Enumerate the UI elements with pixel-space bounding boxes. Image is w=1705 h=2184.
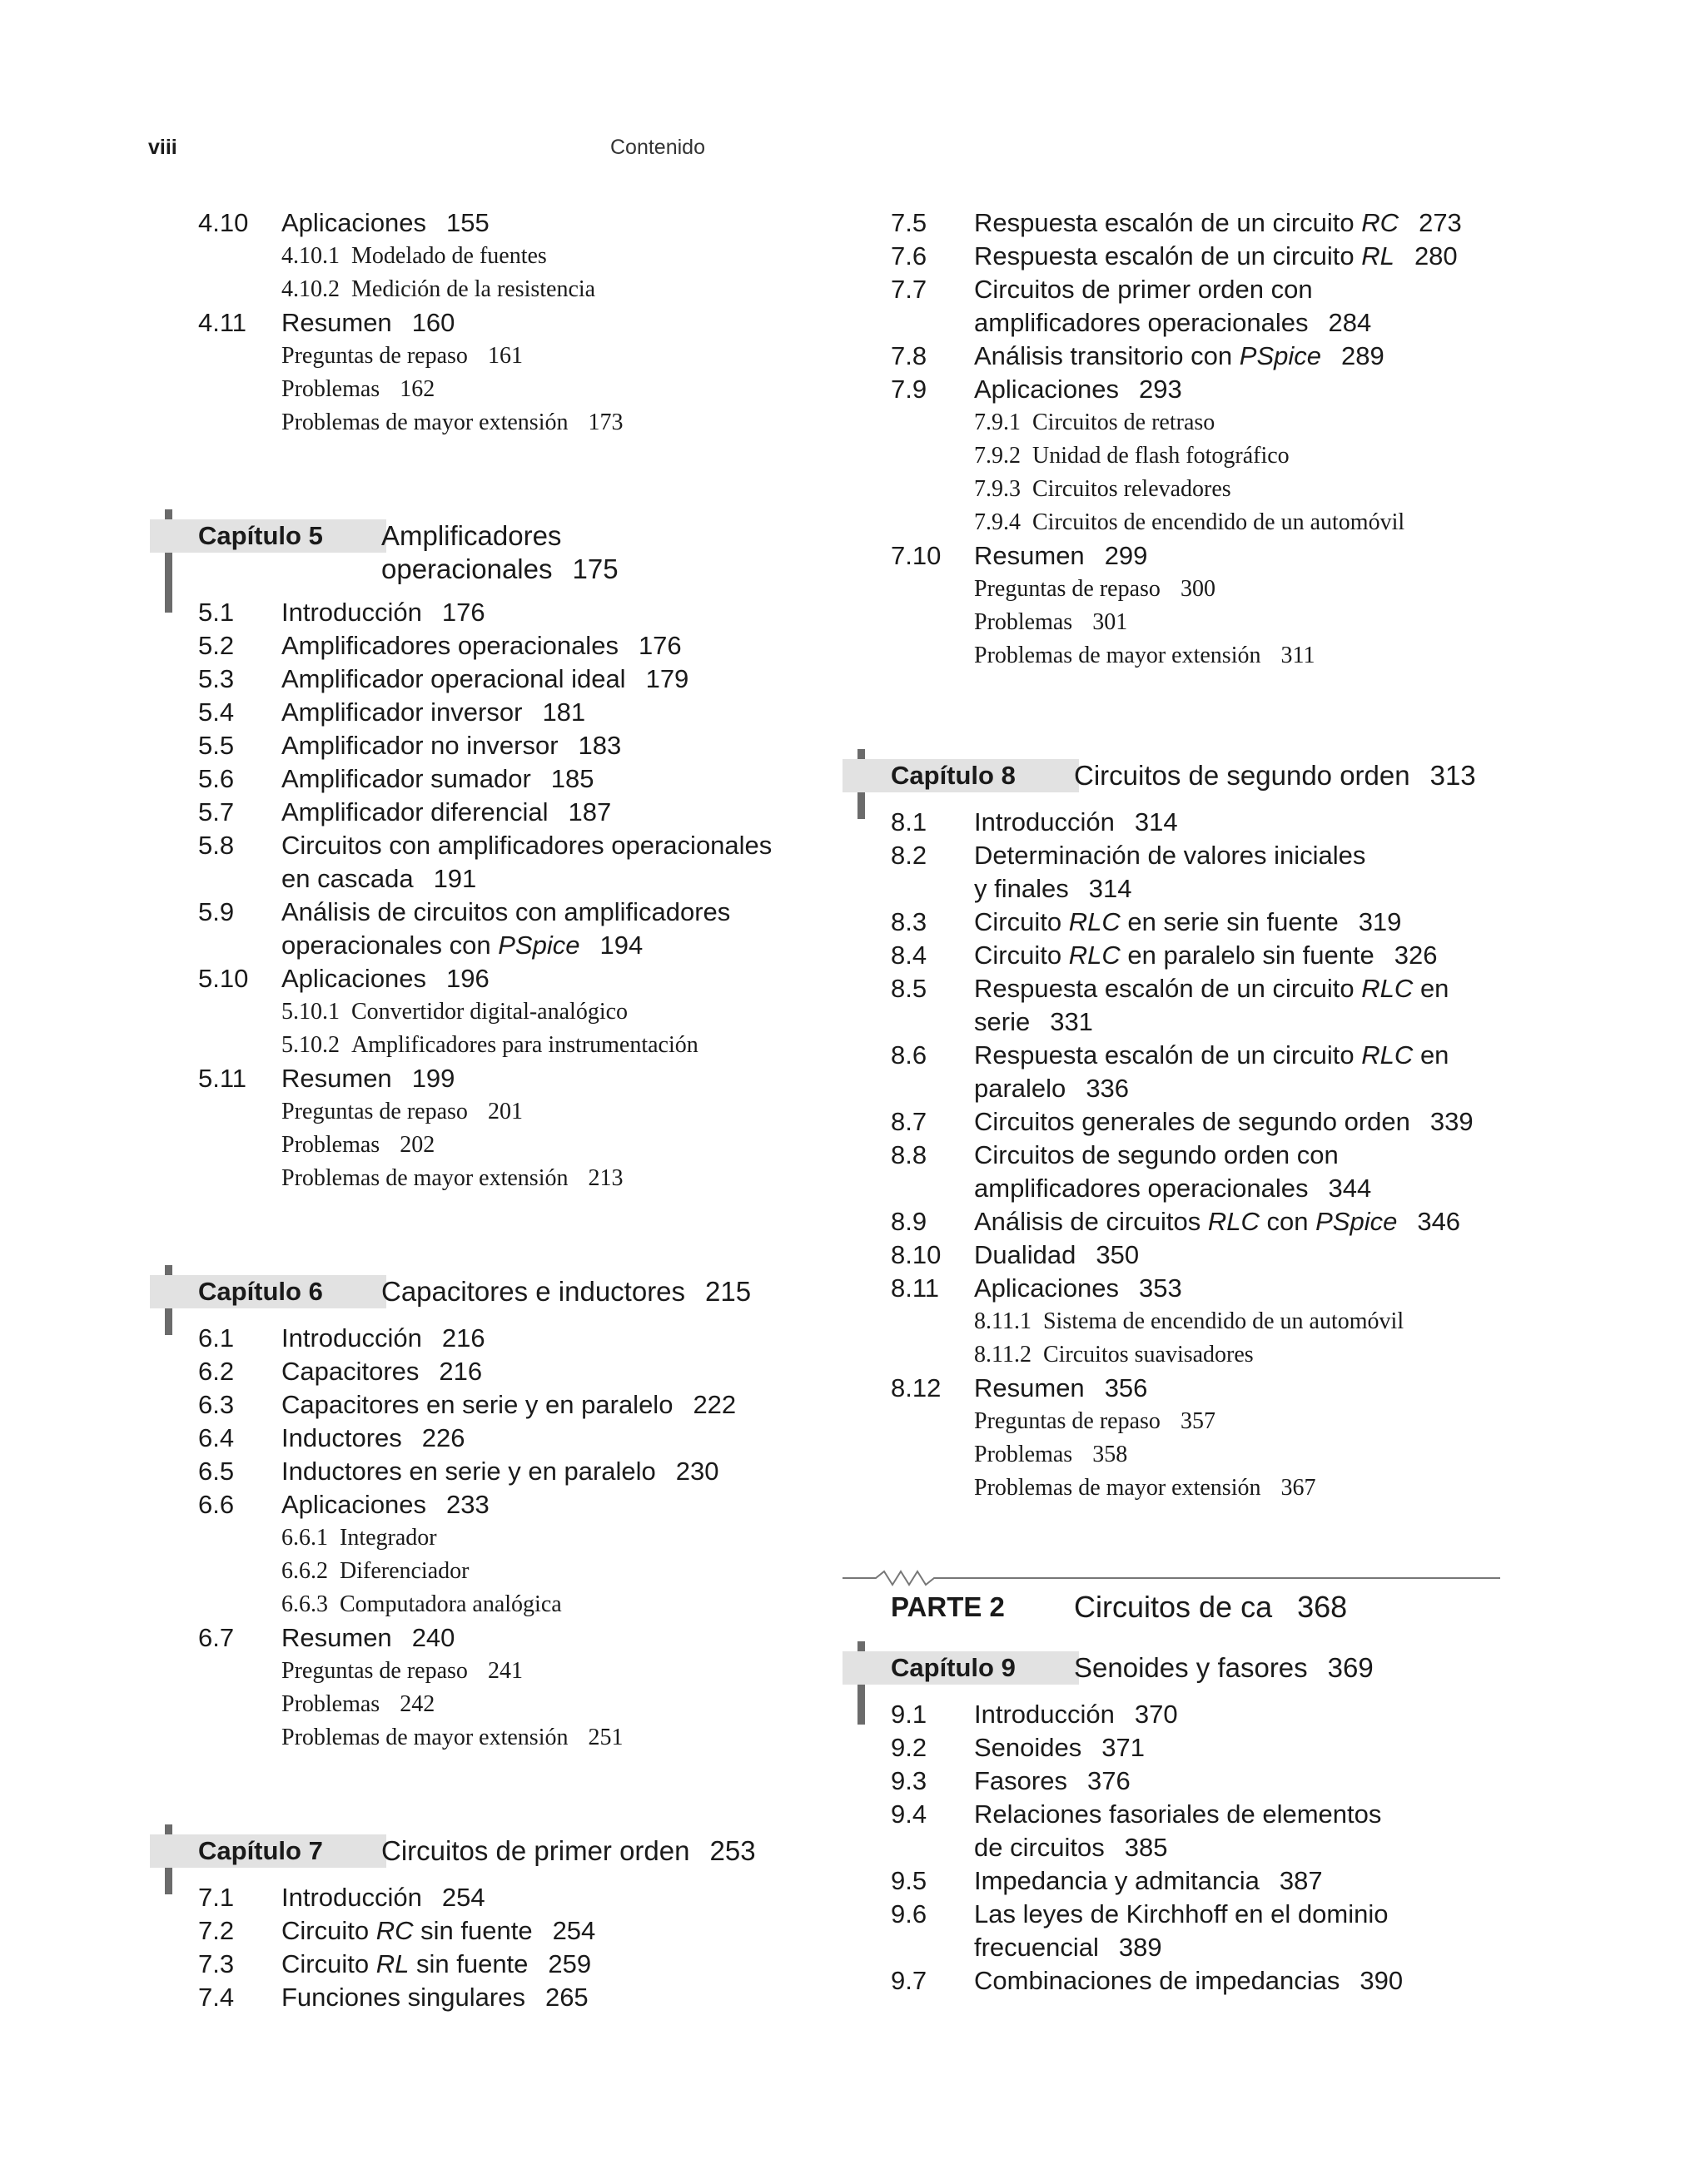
toc-entry[interactable]: 7.3 Circuito RL sin fuente 259 — [198, 1949, 592, 1978]
toc-entry[interactable]: 5.11 Resumen 199 — [198, 1064, 455, 1093]
toc-subentry[interactable]: 4.10.2 Medición de la resistencia — [281, 276, 596, 302]
chapter-title: Capacitores e inductores 215 — [381, 1276, 752, 1307]
part-zigzag-rule — [843, 1570, 1500, 1586]
chapter-heading-7[interactable] — [198, 1824, 814, 1874]
toc-entry[interactable]: 8.5 Respuesta escalón de un circuito RLC en serie 331 — [891, 974, 1449, 1036]
toc-entry[interactable]: 7.1 Introducción 254 — [198, 1883, 485, 1912]
toc-subentry[interactable]: 7.9.2 Unidad de flash fotográfico — [974, 443, 1290, 469]
part-title: Circuitos de ca 368 — [1074, 1590, 1348, 1624]
toc-review-item[interactable]: Problemas 242 — [281, 1691, 435, 1717]
page-number: viii — [148, 136, 177, 159]
toc-subentry[interactable]: 7.9.3 Circuitos relevadores — [974, 476, 1231, 502]
toc-review-item[interactable]: Problemas de mayor extensión 173 — [281, 410, 624, 435]
toc-left-column — [198, 206, 814, 2014]
toc-entry[interactable]: 5.10 Aplicaciones 196 — [198, 964, 490, 993]
toc-entry[interactable]: 6.6 Aplicaciones 233 — [198, 1490, 490, 1519]
toc-entry[interactable]: 8.2 Determinación de valores iniciales y finales 314 — [891, 841, 1366, 903]
toc-entry[interactable]: 8.7 Circuitos generales de segundo orden 339 — [891, 1107, 1474, 1136]
toc-entry[interactable]: 6.4 Inductores 226 — [198, 1423, 465, 1452]
toc-review-item[interactable]: Problemas de mayor extensión 367 — [974, 1475, 1316, 1501]
chapter-label: Capítulo 7 — [198, 1836, 323, 1865]
toc-entry[interactable]: 5.4 Amplificador inversor 181 — [198, 697, 586, 727]
toc-subentry[interactable]: 6.6.1 Integrador — [281, 1525, 437, 1551]
toc-entry[interactable]: 8.11 Aplicaciones 353 — [891, 1273, 1182, 1303]
toc-entry[interactable]: 5.7 Amplificador diferencial 187 — [198, 797, 612, 826]
toc-review-item[interactable]: Problemas de mayor extensión 213 — [281, 1165, 624, 1191]
running-header: Contenido — [610, 136, 705, 159]
chapter-title: Amplificadores operacionales 175 — [381, 520, 619, 584]
toc-review-item[interactable]: Preguntas de repaso 161 — [281, 343, 523, 369]
toc-entry[interactable]: 7.6 Respuesta escalón de un circuito RL 280 — [891, 241, 1458, 271]
toc-entry[interactable]: 7.2 Circuito RC sin fuente 254 — [198, 1916, 596, 1945]
toc-entry[interactable]: 6.2 Capacitores 216 — [198, 1357, 483, 1386]
chapter-title: Senoides y fasores 369 — [1074, 1652, 1374, 1683]
toc-review-item[interactable]: Problemas 301 — [974, 609, 1128, 635]
toc-review-item[interactable]: Problemas de mayor extensión 251 — [281, 1725, 624, 1750]
chapter-heading-8[interactable] — [891, 749, 1507, 799]
chapter-heading-9[interactable] — [891, 1641, 1507, 1691]
part-label: PARTE 2 — [891, 1591, 1005, 1622]
toc-entry[interactable]: 6.5 Inductores en serie y en paralelo 230 — [198, 1457, 719, 1486]
toc-entry[interactable]: 5.5 Amplificador no inversor 183 — [198, 731, 622, 760]
toc-subentry[interactable]: 5.10.2 Amplificadores para instrumentación — [281, 1032, 698, 1058]
toc-review-item[interactable]: Preguntas de repaso 241 — [281, 1658, 523, 1684]
chapter-title: Circuitos de primer orden 253 — [381, 1835, 756, 1866]
toc-review-item[interactable]: Preguntas de repaso 201 — [281, 1099, 523, 1124]
toc-entry[interactable]: 8.1 Introducción 314 — [891, 807, 1178, 836]
chapter-heading-6[interactable] — [198, 1265, 814, 1315]
chapter-label: Capítulo 6 — [198, 1277, 323, 1306]
chapter-label: Capítulo 5 — [198, 521, 323, 550]
chapter-label: Capítulo 8 — [891, 761, 1016, 790]
toc-entry[interactable]: 6.7 Resumen 240 — [198, 1623, 455, 1652]
toc-entry[interactable]: 6.3 Capacitores en serie y en paralelo 222 — [198, 1390, 737, 1419]
toc-entry[interactable]: 8.10 Dualidad 350 — [891, 1240, 1140, 1269]
toc-right-column — [891, 206, 1507, 1998]
chapter-heading-5[interactable] — [198, 509, 814, 589]
chapter-label: Capítulo 9 — [891, 1653, 1016, 1682]
toc-entry[interactable]: 8.9 Análisis de circuitos RLC con PSpice 346 — [891, 1207, 1461, 1236]
toc-entry[interactable]: 8.12 Resumen 356 — [891, 1373, 1148, 1402]
toc-entry[interactable]: 9.4 Relaciones fasoriales de elementos de circuitos 385 — [891, 1799, 1382, 1862]
toc-entry[interactable]: 9.3 Fasores 376 — [891, 1766, 1131, 1795]
toc-subentry[interactable]: 6.6.3 Computadora analógica — [281, 1591, 562, 1617]
toc-entry[interactable]: 7.5 Respuesta escalón de un circuito RC 273 — [891, 208, 1462, 237]
toc-review-item[interactable]: Preguntas de repaso 357 — [974, 1408, 1215, 1434]
toc-review-item[interactable]: Problemas 202 — [281, 1132, 435, 1158]
toc-entry[interactable]: 6.1 Introducción 216 — [198, 1323, 485, 1353]
toc-entry[interactable]: 4.11 Resumen 160 — [198, 308, 455, 337]
toc-entry[interactable]: 5.8 Circuitos con amplificadores operacionales en cascada 191 — [198, 831, 773, 893]
toc-entry[interactable]: 9.1 Introducción 370 — [891, 1700, 1178, 1729]
toc-entry[interactable]: 5.1 Introducción 176 — [198, 598, 485, 627]
toc-entry[interactable]: 8.6 Respuesta escalón de un circuito RLC en paralelo 336 — [891, 1040, 1449, 1103]
toc-subentry[interactable]: 8.11.1 Sistema de encendido de un automóvil — [974, 1308, 1404, 1334]
toc-subentry[interactable]: 8.11.2 Circuitos suavisadores — [974, 1342, 1254, 1367]
toc-entry[interactable]: 8.3 Circuito RLC en serie sin fuente 319 — [891, 907, 1402, 936]
toc-review-item[interactable]: Problemas 162 — [281, 376, 435, 402]
toc-entry[interactable]: 9.2 Senoides 371 — [891, 1733, 1146, 1762]
toc-subentry[interactable]: 7.9.4 Circuitos de encendido de un automóvil — [974, 509, 1405, 535]
toc-entry[interactable]: 5.2 Amplificadores operacionales 176 — [198, 631, 682, 660]
toc-entry[interactable]: 9.6 Las leyes de Kirchhoff en el dominio frecuencial 389 — [891, 1899, 1389, 1962]
toc-entry[interactable]: 7.4 Funciones singulares 265 — [198, 1983, 589, 2012]
toc-entry[interactable]: 5.6 Amplificador sumador 185 — [198, 764, 594, 793]
toc-entry[interactable]: 5.3 Amplificador operacional ideal 179 — [198, 664, 689, 693]
chapter-title: Circuitos de segundo orden 313 — [1074, 760, 1476, 791]
toc-review-item[interactable]: Preguntas de repaso 300 — [974, 576, 1215, 602]
part-heading-2[interactable] — [891, 1576, 1507, 1626]
toc-entry[interactable]: 8.4 Circuito RLC en paralelo sin fuente 326 — [891, 941, 1438, 970]
toc-entry[interactable]: 9.5 Impedancia y admitancia 387 — [891, 1866, 1323, 1895]
toc-entry[interactable]: 4.10 Aplicaciones 155 — [198, 208, 490, 237]
toc-entry[interactable]: 7.9 Aplicaciones 293 — [891, 375, 1182, 404]
toc-entry[interactable]: 7.10 Resumen 299 — [891, 541, 1148, 570]
toc-subentry[interactable]: 4.10.1 Modelado de fuentes — [281, 243, 547, 269]
toc-review-item[interactable]: Problemas de mayor extensión 311 — [974, 643, 1315, 668]
toc-entry[interactable]: 7.7 Circuitos de primer orden con amplificadores operacionales 284 — [891, 275, 1372, 337]
toc-subentry[interactable]: 5.10.1 Convertidor digital-analógico — [281, 999, 629, 1025]
toc-subentry[interactable]: 6.6.2 Diferenciador — [281, 1558, 470, 1584]
toc-review-item[interactable]: Problemas 358 — [974, 1442, 1128, 1467]
toc-entry[interactable]: 5.9 Análisis de circuitos con amplificadores operacionales con PSpice 194 — [198, 897, 731, 960]
toc-entry[interactable]: 7.8 Análisis transitorio con PSpice 289 — [891, 341, 1384, 370]
toc-entry[interactable]: 8.8 Circuitos de segundo orden con amplificadores operacionales 344 — [891, 1140, 1372, 1203]
toc-entry[interactable]: 9.7 Combinaciones de impedancias 390 — [891, 1966, 1404, 1995]
toc-subentry[interactable]: 7.9.1 Circuitos de retraso — [974, 410, 1215, 435]
